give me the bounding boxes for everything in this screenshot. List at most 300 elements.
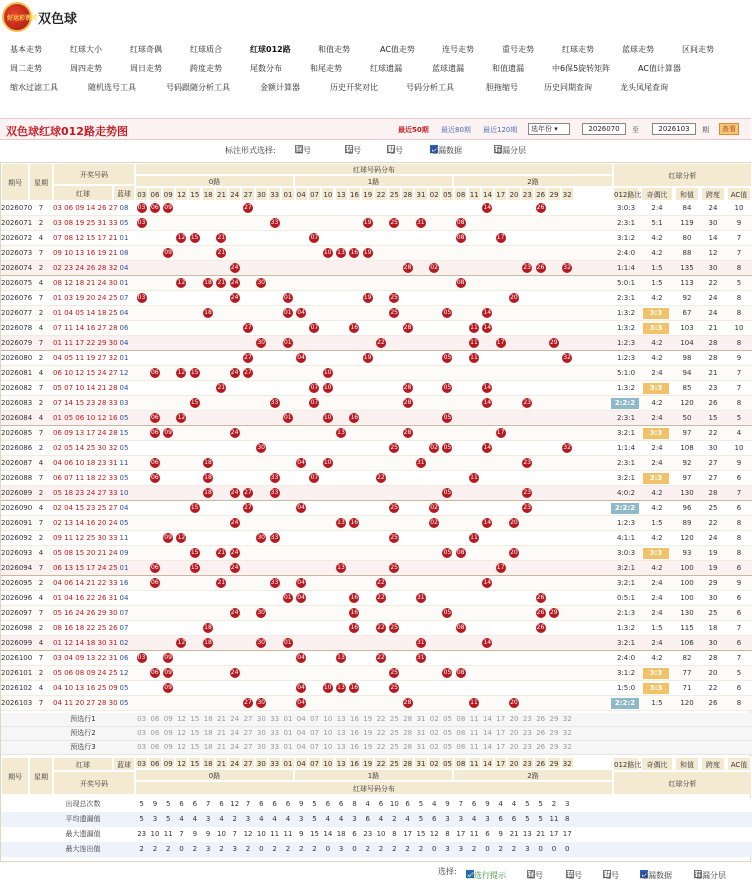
preselect-number[interactable]: 12: [177, 715, 186, 723]
number-col-footer: 07: [308, 757, 321, 769]
preselect-number[interactable]: 28: [403, 715, 413, 723]
red-ball: 18: [204, 624, 212, 631]
row-blue: 06: [119, 324, 129, 332]
red-ball: 16: [350, 324, 359, 331]
analysis-sum: 97: [682, 474, 692, 482]
preselect-number[interactable]: 10: [323, 743, 333, 751]
nav-link[interactable]: 红球质合: [190, 45, 222, 54]
preselect-number[interactable]: 20: [509, 743, 519, 751]
analysis-ratio: 2:3:1: [616, 294, 636, 302]
preselect-number[interactable]: 21: [216, 729, 226, 737]
preselect-number[interactable]: 10: [323, 729, 333, 737]
analysis-ac: 5: [736, 669, 742, 677]
analysis-ratio: 3:2:1: [616, 474, 636, 482]
preselect-number[interactable]: 33: [270, 743, 280, 751]
row-blue: 12: [119, 369, 129, 377]
number-col-footer: 09: [162, 757, 175, 769]
preselect-number[interactable]: 04: [296, 715, 306, 723]
red-ball: 06: [150, 579, 159, 586]
row-week: 7: [38, 384, 44, 392]
preselect-number[interactable]: 12: [177, 729, 186, 737]
recent-50-link[interactable]: 最近50期: [398, 126, 429, 134]
preselect-number[interactable]: 18: [203, 715, 213, 723]
red-ball: 08: [456, 624, 465, 631]
preselect-number[interactable]: 26: [536, 743, 546, 751]
preselect-number[interactable]: 02: [429, 743, 439, 751]
preselect-number[interactable]: 32: [562, 715, 572, 723]
row-blue: 04: [119, 594, 129, 602]
preselect-number[interactable]: 16: [349, 743, 359, 751]
stats-value: 7: [458, 800, 464, 808]
row-reds: 03 06 09 14 26 27: [53, 204, 118, 212]
preselect-number[interactable]: 22: [376, 729, 386, 737]
preselect-number[interactable]: 15: [190, 715, 200, 723]
red-ball: 28: [403, 399, 412, 406]
stats-value: 6: [365, 815, 370, 823]
number-col-header: 27: [241, 187, 254, 201]
preselect-number[interactable]: 14: [482, 729, 492, 737]
preselect-number[interactable]: 25: [389, 715, 399, 723]
stats-value: 3: [352, 815, 357, 823]
preselect-number[interactable]: 09: [163, 729, 173, 737]
row-reds: 05 07 10 14 21 28: [53, 384, 118, 392]
stats-value: 0: [179, 845, 184, 853]
row-week: 2: [38, 624, 44, 632]
preselect-number[interactable]: 22: [376, 743, 386, 751]
preselect-number[interactable]: 03: [137, 715, 147, 723]
row-week: 4: [38, 279, 44, 287]
stats-value: 9: [485, 800, 490, 808]
nav-link[interactable]: 缩水过滤工具: [10, 83, 58, 92]
preselect-number[interactable]: 02: [429, 729, 439, 737]
row-blue: 04: [119, 384, 129, 392]
preselect-number[interactable]: 13: [336, 729, 346, 737]
red-ball: 03: [137, 204, 146, 211]
number-col-header: 28: [401, 187, 414, 201]
nav-link[interactable]: 红球奇偶: [130, 45, 162, 54]
red-ball: 12: [177, 369, 186, 376]
red-ball: 15: [190, 399, 199, 406]
row-blue: 04: [119, 504, 129, 512]
nav-link[interactable]: 红球012路: [250, 45, 291, 54]
red-ball: 17: [496, 429, 505, 436]
preselect-number[interactable]: 05: [443, 715, 452, 723]
preselect-number[interactable]: 19: [363, 729, 373, 737]
preselect-number[interactable]: 16: [349, 715, 359, 723]
nav-link[interactable]: 蓝球遗漏: [432, 64, 464, 73]
footer-label: 选择:: [438, 867, 457, 876]
number-col-footer: 21: [215, 757, 228, 769]
preselect-number[interactable]: 08: [456, 743, 466, 751]
preselect-number[interactable]: 32: [562, 729, 572, 737]
red-ball: 06: [150, 669, 159, 676]
preselect-row[interactable]: [1, 741, 752, 755]
preselect-number[interactable]: 01: [283, 729, 293, 737]
issue-header: 期号: [1, 163, 29, 201]
nav-link[interactable]: 历史开奖对比: [330, 83, 378, 92]
nav-link[interactable]: 龙头凤尾查询: [620, 83, 668, 92]
analysis-ratio: 5:1:0: [616, 369, 636, 377]
preselect-number[interactable]: 31: [416, 729, 426, 737]
analysis-span: 24: [708, 294, 718, 302]
red-ball: 31: [416, 594, 425, 601]
row-week: 7: [38, 249, 44, 257]
preselect-number[interactable]: 30: [256, 729, 266, 737]
preselect-number[interactable]: 20: [509, 715, 519, 723]
preselect-number[interactable]: 20: [509, 729, 519, 737]
preselect-number[interactable]: 19: [363, 715, 373, 723]
table-row: [1, 306, 752, 321]
red-ball: 09: [164, 684, 172, 691]
nav-link[interactable]: 和值遗漏: [492, 64, 524, 73]
preselect-number[interactable]: 03: [137, 743, 147, 751]
table-row: [1, 696, 752, 711]
stats-value: 5: [166, 815, 171, 823]
red-ball: 05: [443, 489, 452, 496]
preselect-number[interactable]: 17: [496, 715, 506, 723]
nav-link[interactable]: 中6保5旋转矩阵: [552, 64, 611, 73]
analysis-oe: 1:5: [651, 624, 663, 632]
analysis-sum: 67: [682, 309, 692, 317]
preselect-number[interactable]: 29: [549, 729, 559, 737]
preselect-number[interactable]: 04: [296, 743, 306, 751]
preselect-number[interactable]: 08: [456, 729, 466, 737]
nav-link[interactable]: 蓝球走势: [622, 45, 654, 54]
preselect-number[interactable]: 19: [363, 743, 373, 751]
nav-link[interactable]: 连号走势: [442, 45, 474, 54]
number-col-footer: 08: [454, 757, 467, 769]
analysis-sum: 93: [682, 549, 692, 557]
preselect-number[interactable]: 08: [456, 715, 466, 723]
nav-link[interactable]: 周四走势: [70, 64, 102, 73]
row-week: 7: [38, 699, 44, 707]
preselect-number[interactable]: 16: [349, 729, 359, 737]
preselect-number[interactable]: 24: [230, 729, 240, 737]
nav-link[interactable]: 周日走势: [130, 64, 162, 73]
nav-link[interactable]: 历史同期查询: [544, 83, 592, 92]
preselect-number[interactable]: 25: [389, 743, 399, 751]
preselect-number[interactable]: 25: [389, 729, 399, 737]
preselect-number[interactable]: 13: [336, 715, 346, 723]
preselect-number[interactable]: 24: [230, 743, 240, 751]
red-ball: 14: [483, 204, 492, 211]
odd-even-tag: 3:3: [643, 668, 669, 679]
stats-value: 2: [232, 815, 237, 823]
preselect-number[interactable]: 27: [243, 715, 253, 723]
number-col-footer: 29: [547, 757, 560, 769]
row-reds: 03 04 09 13 22 31: [53, 654, 118, 662]
option-label: 遗漏数据: [430, 146, 462, 155]
preselect-number[interactable]: 33: [270, 715, 280, 723]
stats-value: 9: [498, 830, 503, 838]
stats-value: 2: [392, 845, 397, 853]
preselect-number[interactable]: 21: [216, 715, 226, 723]
row-issue: 2026071: [1, 219, 33, 227]
red-ball: 25: [390, 624, 398, 631]
analysis-span: 27: [708, 474, 718, 482]
option-label: 遗漏分层: [494, 146, 526, 155]
row-reds: 05 18 23 24 27 33: [53, 489, 118, 497]
row-blue: 08: [119, 204, 129, 212]
preselect-number[interactable]: 14: [482, 715, 492, 723]
nav-link[interactable]: 胆拖缩号: [486, 83, 518, 92]
row-week: 4: [38, 459, 44, 467]
nav-link[interactable]: 尾数分布: [250, 64, 282, 73]
from-issue-input[interactable]: 2026070: [582, 123, 626, 135]
preselect-row[interactable]: [1, 727, 752, 741]
stats-value: 2: [166, 845, 171, 853]
preselect-number[interactable]: 11: [469, 715, 479, 723]
to-issue-input[interactable]: 2026103: [652, 123, 696, 135]
preselect-number[interactable]: 01: [283, 743, 293, 751]
preselect-number[interactable]: 23: [522, 729, 532, 737]
analysis-ratio: 1:2:3: [616, 519, 636, 527]
nav-link[interactable]: 跨度走势: [190, 64, 222, 73]
stats-value: 4: [471, 815, 477, 823]
preselect-number[interactable]: 10: [323, 715, 333, 723]
analysis-oe: 2:4: [651, 369, 663, 377]
row-reds: 08 16 18 22 25 26: [53, 624, 118, 632]
preselect-number[interactable]: 33: [270, 729, 280, 737]
analysis-oe: 4:2: [651, 504, 663, 512]
stats-value: 4: [511, 800, 517, 808]
preselect-number[interactable]: 07: [310, 743, 319, 751]
red-ball: 28: [403, 384, 412, 391]
nav-link[interactable]: 红球大小: [70, 45, 102, 54]
red-ball: 11: [470, 324, 478, 331]
preselect-number[interactable]: 31: [416, 743, 426, 751]
preselect-number[interactable]: 14: [482, 743, 492, 751]
preselect-number[interactable]: 29: [549, 715, 559, 723]
recent-120-link[interactable]: 最近120期: [483, 126, 518, 134]
row-week: 2: [38, 354, 44, 362]
analysis-span: 19: [708, 549, 718, 557]
nav-link[interactable]: 周二走势: [10, 64, 42, 73]
nav-link[interactable]: 和尾走势: [310, 64, 342, 73]
nav-link[interactable]: 号码跟随分析工具: [166, 83, 230, 92]
red-ball: 06: [150, 474, 159, 481]
number-col-footer: 02: [428, 757, 441, 769]
row-reds: 04 11 20 27 28 30: [53, 699, 118, 707]
red-ball: 03: [137, 219, 146, 226]
preselect-number[interactable]: 29: [549, 743, 559, 751]
analysis-ratio: 2:3:1: [616, 219, 636, 227]
preselect-number[interactable]: 23: [522, 743, 532, 751]
analysis-sum: 103: [680, 324, 694, 332]
row-week: 7: [38, 519, 44, 527]
preselect-number[interactable]: 07: [310, 715, 319, 723]
preselect-number[interactable]: 27: [243, 729, 253, 737]
preselect-number[interactable]: 28: [403, 743, 413, 751]
red-ball: 15: [190, 549, 199, 556]
table-row: [1, 651, 752, 666]
preselect-number[interactable]: 27: [243, 743, 253, 751]
stats-label: 最大遗漏值: [65, 830, 101, 838]
stats-value: 0: [485, 845, 490, 853]
preselect-number[interactable]: 07: [310, 729, 319, 737]
nav-link[interactable]: 号码分析工具: [406, 83, 454, 92]
nav-link[interactable]: 金额计算器: [260, 83, 300, 92]
row-reds: 02 23 24 26 28 32: [53, 264, 118, 272]
row-reds: 01 12 14 18 30 31: [53, 639, 118, 647]
chart-toolbar: [0, 118, 751, 140]
stats-value: 10: [150, 830, 160, 838]
lottery-logo[interactable]: [2, 2, 38, 32]
red-ball: 26: [536, 264, 545, 271]
nav-link[interactable]: 红球遗漏: [370, 64, 402, 73]
nav-link[interactable]: 随机选号工具: [88, 83, 136, 92]
red-ball: 27: [244, 204, 252, 211]
preselect-number[interactable]: 31: [416, 715, 426, 723]
preselect-row[interactable]: [1, 713, 752, 727]
analysis-ac: 5: [736, 279, 742, 287]
preselect-number[interactable]: 32: [562, 743, 572, 751]
number-col-footer: 26: [534, 757, 547, 769]
stats-value: 9: [192, 830, 198, 838]
analysis-ratio: 1:2:3: [616, 339, 636, 347]
stats-value: 2: [272, 845, 277, 853]
preselect-number[interactable]: 09: [163, 715, 173, 723]
preselect-number[interactable]: 06: [150, 743, 160, 751]
preselect-number[interactable]: 05: [443, 743, 452, 751]
nav-link[interactable]: AC值计算器: [638, 64, 681, 73]
preselect-number[interactable]: 21: [216, 743, 226, 751]
number-col-header: 20: [507, 187, 520, 201]
preselect-number[interactable]: 02: [429, 715, 439, 723]
preselect-number[interactable]: 11: [469, 743, 479, 751]
stats-value: 3: [232, 845, 237, 853]
preselect-number[interactable]: 06: [150, 729, 160, 737]
preselect-number[interactable]: 11: [469, 729, 479, 737]
row-blue: 12: [119, 669, 129, 677]
preselect-number[interactable]: 12: [177, 743, 186, 751]
preselect-number[interactable]: 03: [137, 729, 147, 737]
row-reds: 01 11 17 22 29 30: [53, 339, 118, 347]
row-issue: 2026075: [1, 279, 33, 287]
preselect-number[interactable]: 04: [296, 729, 306, 737]
row-issue: 2026093: [1, 549, 33, 557]
red-ball: 09: [164, 534, 172, 541]
analysis-ac: 9: [736, 219, 742, 227]
nav-link[interactable]: 重号走势: [502, 45, 534, 54]
stats-value: 6: [471, 800, 477, 808]
red-ball: 24: [230, 369, 239, 376]
table-row: [1, 516, 752, 531]
analysis-oe: 1:5: [651, 279, 663, 287]
preselect-number[interactable]: 17: [496, 729, 506, 737]
preselect-label: 预选行2: [70, 729, 96, 737]
stats-value: 3: [445, 815, 450, 823]
preselect-number[interactable]: 30: [256, 743, 266, 751]
preselect-number[interactable]: 18: [203, 743, 213, 751]
preselect-number[interactable]: 30: [256, 715, 266, 723]
nav-link[interactable]: 基本走势: [10, 45, 42, 54]
query-button[interactable]: 查看: [719, 123, 739, 135]
row-issue: 2026090: [1, 504, 33, 512]
analysis-sum: 92: [682, 294, 692, 302]
recent-80-link[interactable]: 最近80期: [441, 126, 471, 134]
row-issue: 2026102: [1, 684, 33, 692]
odd-even-tag: 3:3: [643, 548, 669, 559]
stats-value: 6: [511, 815, 517, 823]
preselect-number[interactable]: 18: [203, 729, 213, 737]
analysis-ac: 6: [736, 639, 742, 647]
preselect-number[interactable]: 26: [536, 729, 546, 737]
red-ball: 02: [430, 444, 438, 451]
year-select[interactable]: [528, 123, 570, 135]
red-ball: 20: [510, 519, 518, 526]
red-ball: 19: [363, 249, 372, 256]
red-ball: 10: [323, 249, 332, 256]
red-ball: 22: [377, 579, 385, 586]
red-ball: 31: [416, 654, 425, 661]
stats-value: 5: [418, 800, 424, 808]
row-week: 2: [38, 219, 44, 227]
stats-value: 5: [139, 815, 144, 823]
preselect-number[interactable]: 15: [190, 729, 200, 737]
analysis-oe: 2:4: [651, 459, 663, 467]
preselect-number[interactable]: 01: [283, 715, 293, 723]
nav-link[interactable]: 红球走势: [562, 45, 594, 54]
nav-link[interactable]: 和值走势: [318, 45, 350, 54]
red-ball: 31: [416, 219, 425, 226]
table-row: [1, 441, 752, 456]
preselect-number[interactable]: 05: [443, 729, 452, 737]
blue-header: 蓝球: [113, 185, 135, 201]
stats-label: 最大连出值: [65, 845, 101, 853]
nav-link[interactable]: AC值走势: [380, 45, 415, 54]
year-select-value: 选年份: [531, 125, 552, 133]
preselect-number[interactable]: 15: [190, 743, 200, 751]
stats-value: 3: [152, 815, 158, 823]
number-col-footer: 13: [335, 757, 348, 769]
preselect-number[interactable]: 23: [522, 715, 532, 723]
row-blue: 04: [119, 339, 129, 347]
row-blue: 05: [119, 414, 129, 422]
preselect-number[interactable]: 09: [163, 743, 173, 751]
number-col-footer: 14: [481, 757, 494, 769]
preselect-number[interactable]: 17: [496, 743, 506, 751]
stats-value: 3: [205, 815, 211, 823]
row-issue: 2026083: [1, 399, 33, 407]
row-issue: 2026079: [1, 339, 33, 347]
preselect-number[interactable]: 26: [536, 715, 546, 723]
analysis-sum: 77: [682, 669, 692, 677]
red-ball: 12: [177, 234, 186, 241]
row-issue: 2026074: [1, 264, 33, 272]
stats-value: 5: [166, 800, 171, 808]
red-ball: 17: [496, 234, 505, 241]
analysis-ratio: 3:2:1: [616, 639, 636, 647]
preselect-number[interactable]: 28: [403, 729, 413, 737]
red-ball: 25: [390, 534, 398, 541]
analysis-oe: 4:2: [651, 339, 663, 347]
analysis-ac: 8: [736, 339, 742, 347]
nav-link[interactable]: 区间走势: [682, 45, 714, 54]
analysis-oe: 2:4: [651, 414, 663, 422]
red-ball: 11: [470, 699, 478, 706]
number-col-header: 26: [534, 187, 547, 201]
stats-value: 6: [219, 800, 224, 808]
preselect-number[interactable]: 06: [150, 715, 160, 723]
preselect-number[interactable]: 13: [336, 743, 346, 751]
red-ball: 16: [350, 594, 359, 601]
analysis-ratio: 4:1:1: [616, 534, 636, 542]
stats-value: 6: [192, 800, 198, 808]
preselect-number[interactable]: 24: [230, 715, 240, 723]
analysis-oe: 4:2: [651, 294, 663, 302]
preselect-number[interactable]: 22: [376, 715, 386, 723]
